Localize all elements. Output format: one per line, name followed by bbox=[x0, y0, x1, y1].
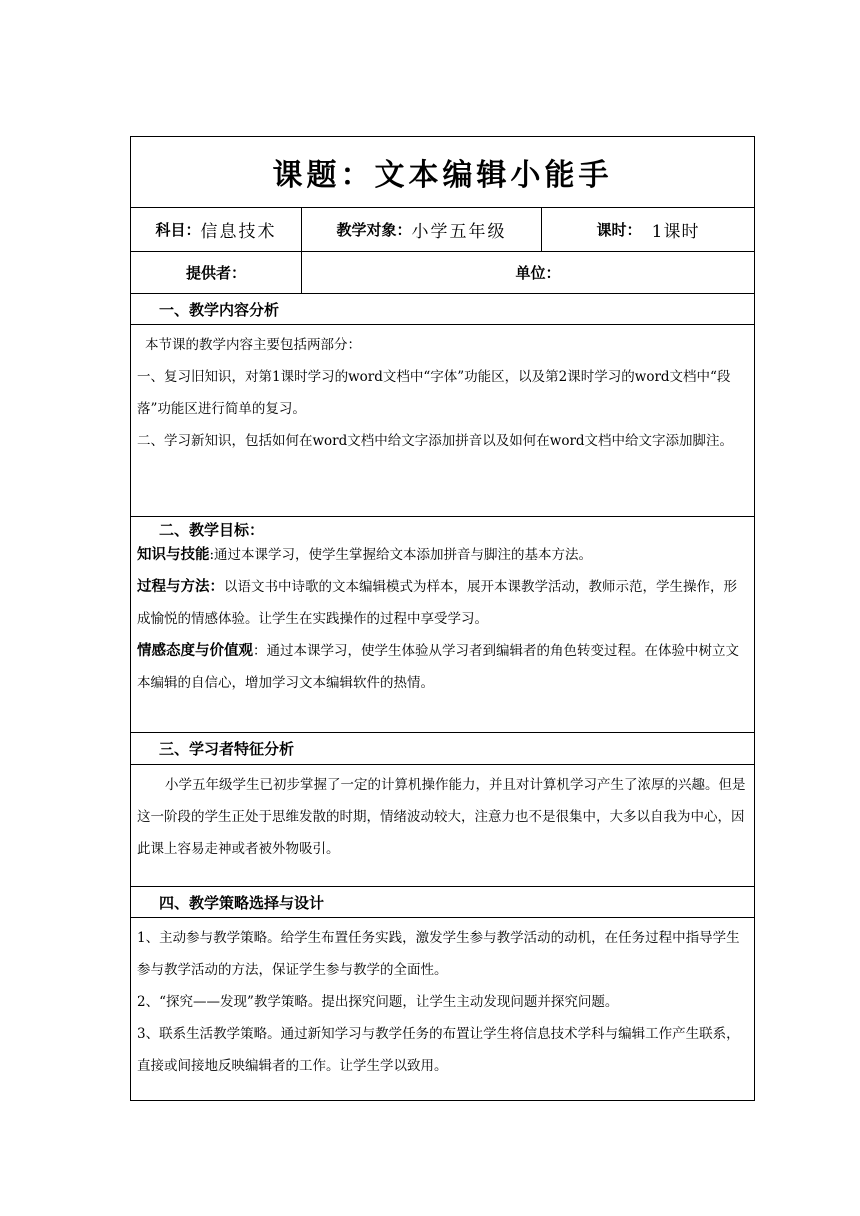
learner-analysis-text: 小学五年级学生已初步掌握了一定的计算机操作能力，并且对计算机学习产生了浓厚的兴趣。但是这一阶段的学生正处于思维发散的时期，情绪波动较大，注意力也不是很集中，大多以自我为中心，因此课上容易走神或者被外物吸引。 bbox=[137, 777, 746, 857]
section-1-heading: 一、教学内容分析 bbox=[131, 293, 754, 324]
audience-label: 教学对象： bbox=[336, 221, 412, 239]
section-3-content bbox=[131, 764, 754, 886]
provider-cell bbox=[131, 252, 301, 293]
hours-label: 课时： bbox=[596, 221, 642, 239]
section-1-item-1: 一、复习旧知识，对第1课时学习的word文档中“字体”功能区，以及第2课时学习的word文档中“段落”功能区进行简单的复习。 bbox=[137, 369, 731, 417]
strategy-1: 1、主动参与教学策略。给学生布置任务实践，激发学生参与教学活动的动机，在任务过程中指导学生参与教学活动的方法，保证学生参与教学的全面性。 bbox=[137, 930, 740, 978]
goal-method-text: 以语文书中诗歌的文本编辑模式为样本，展开本课教学活动，教师示范，学生操作，形成愉悦的情感体验。让学生在实践操作的过程中享受学习。 bbox=[137, 579, 737, 627]
strategy-2: 2、“探究——发现”教学策略。提出探究问题，让学生主动发现问题并探究问题。 bbox=[137, 994, 619, 1010]
unit-cell bbox=[301, 252, 754, 293]
subject-cell bbox=[131, 208, 301, 251]
section-1-content bbox=[131, 324, 754, 516]
strategy-3: 3、联系生活教学策略。通过新知学习与教学任务的布置让学生将信息技术学科与编辑工作产生联系，直接或间接地反映编辑者的工作。让学生学以致用。 bbox=[137, 1026, 740, 1074]
lesson-title: 课题：文本编辑小能手 bbox=[272, 158, 613, 193]
goal-emotion-text: ：通过本课学习，使学生体验从学习者到编辑者的角色转变过程。在体验中树立文本编辑的自信心，增加学习文本编辑软件的热情。 bbox=[137, 643, 739, 691]
provider-row bbox=[131, 251, 754, 293]
section-4-heading: 四、教学策略选择与设计 bbox=[131, 886, 754, 917]
subject-label: 科目： bbox=[155, 221, 201, 239]
goal-method bbox=[137, 571, 748, 635]
goal-knowledge bbox=[137, 539, 748, 571]
section-4-content bbox=[131, 917, 754, 1100]
audience-value: 小学五年级 bbox=[411, 222, 507, 242]
audience-cell bbox=[301, 208, 541, 251]
section-2-content bbox=[131, 539, 754, 732]
lesson-plan-table bbox=[130, 136, 755, 1101]
goal-knowledge-label: 知识与技能 bbox=[137, 547, 210, 563]
hours-value: 1课时 bbox=[651, 222, 700, 242]
unit-label: 单位： bbox=[515, 264, 561, 282]
goal-knowledge-text: :通过本课学习，使学生掌握给文本添加拼音与脚注的基本方法。 bbox=[209, 547, 593, 563]
goal-method-label: 过程与方法： bbox=[137, 579, 224, 595]
section-2-heading: 二、教学目标： bbox=[131, 516, 754, 541]
goal-emotion bbox=[137, 635, 748, 699]
hours-cell bbox=[541, 208, 754, 251]
subject-value: 信息技术 bbox=[200, 222, 277, 242]
provider-label: 提供者： bbox=[185, 264, 246, 282]
goal-emotion-label: 情感态度与价值观 bbox=[137, 643, 253, 659]
section-3-heading: 三、学习者特征分析 bbox=[131, 732, 754, 764]
section-1-item-2: 二、学习新知识，包括如何在word文档中给文字添加拼音以及如何在word文档中给文字添加脚注。 bbox=[137, 433, 734, 449]
info-row bbox=[131, 207, 754, 251]
section-1-intro: 本节课的教学内容主要包括两部分： bbox=[145, 337, 361, 353]
